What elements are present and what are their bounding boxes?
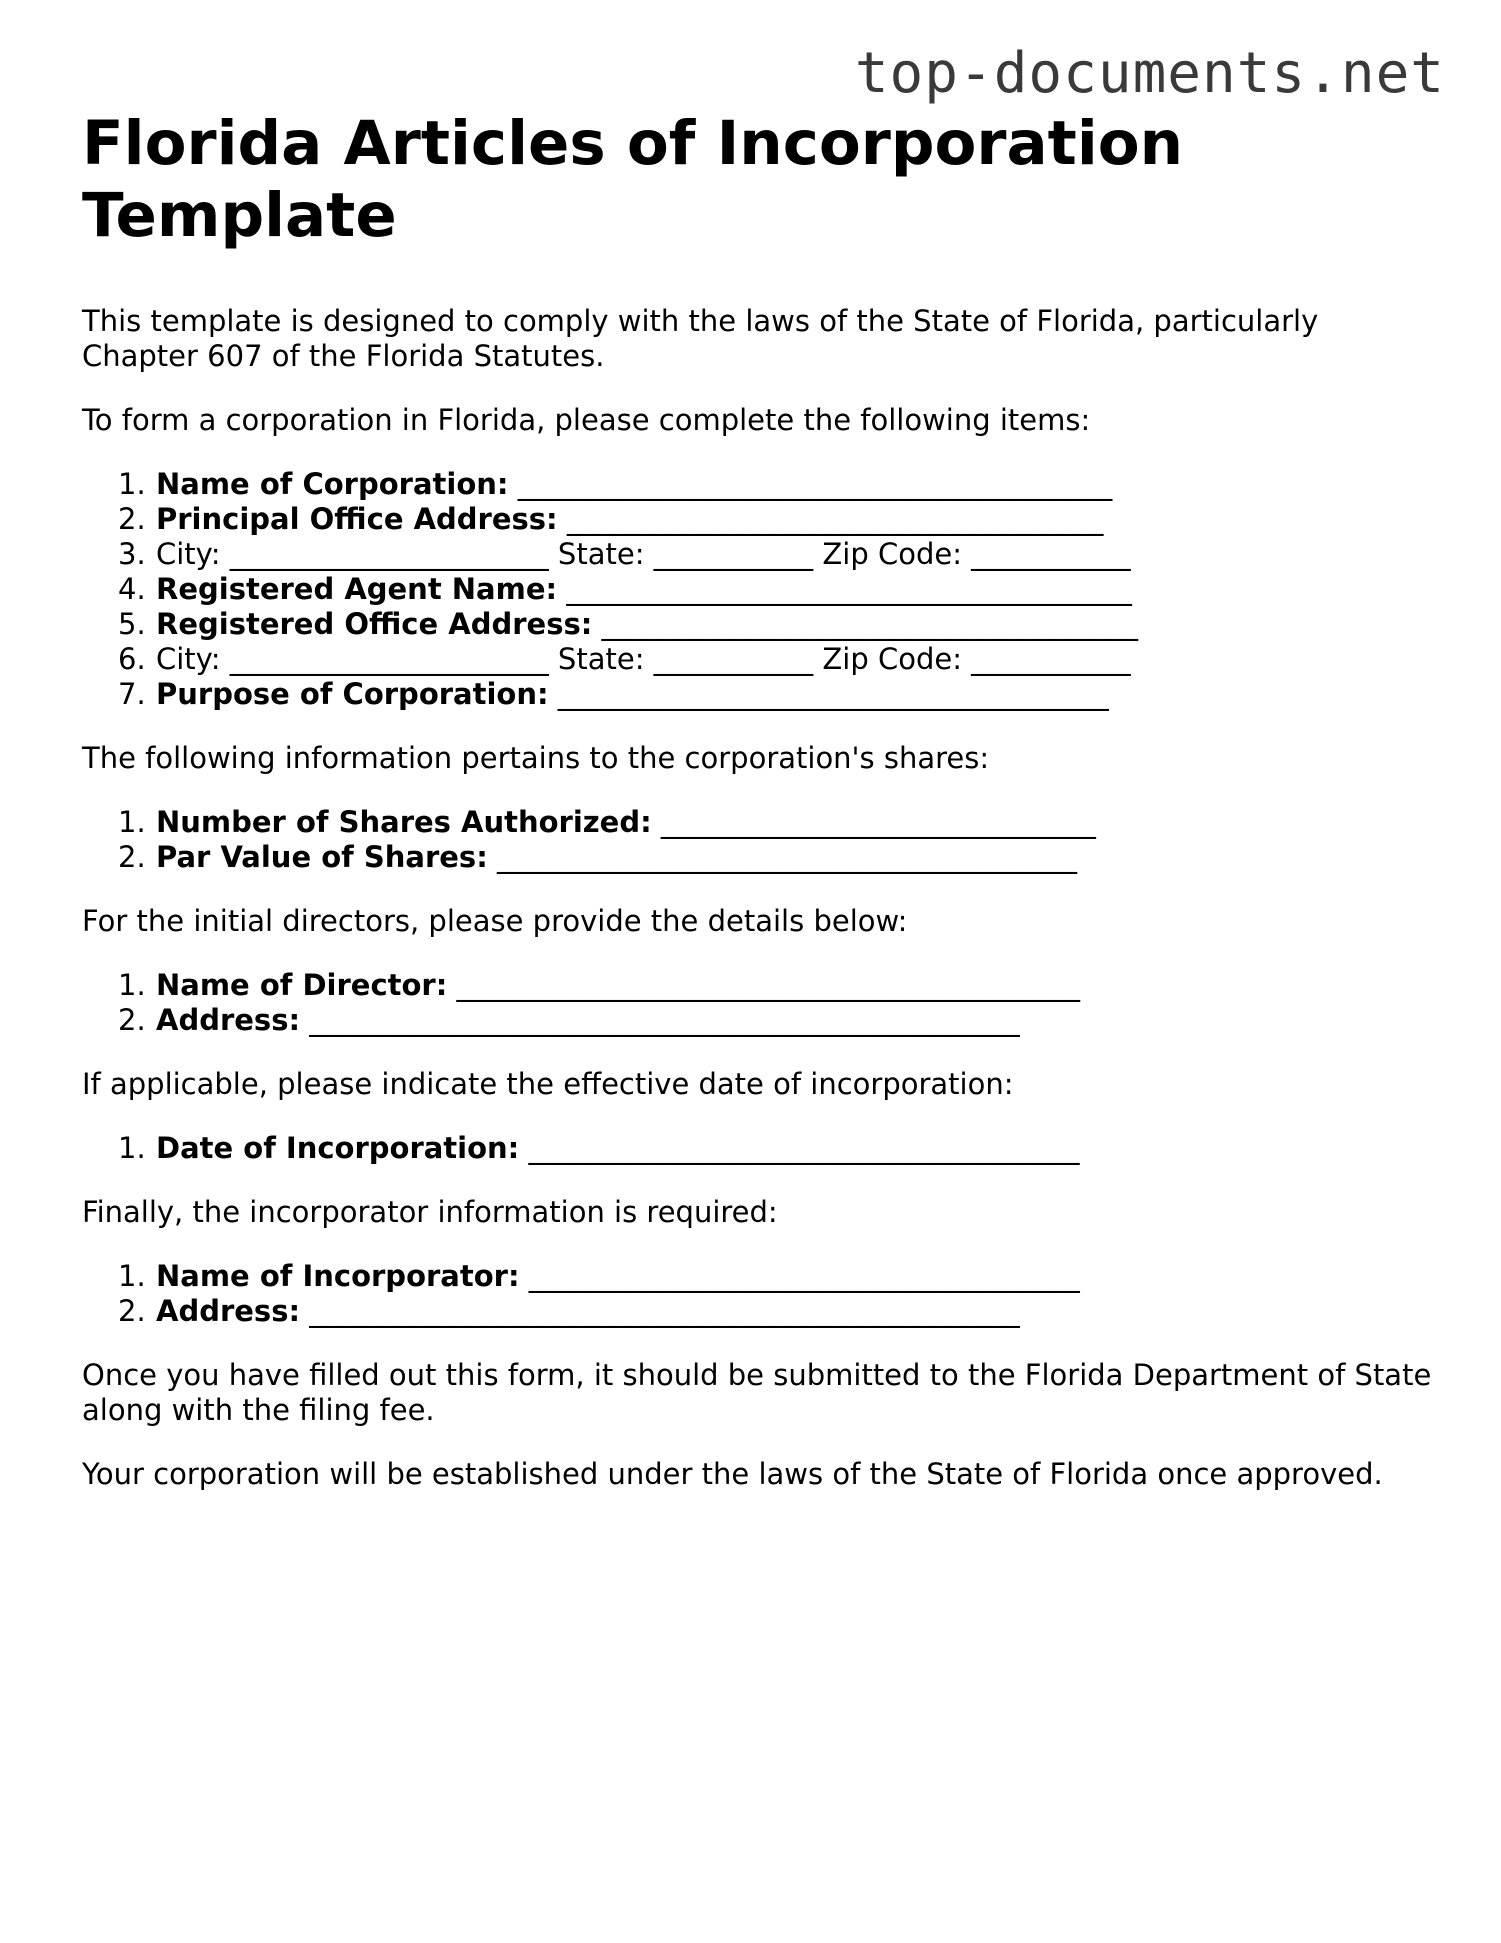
section-shares-lead: The following information pertains to the corporation's shares: — [82, 741, 990, 775]
closing-paragraph-approval: Your corporation will be established under the laws of the State of Florida once approved. — [82, 1457, 1383, 1491]
principal-office-address-field[interactable]: _____________________________________ — [557, 502, 1104, 536]
date-of-incorporation-field[interactable]: ______________________________________ — [519, 1131, 1080, 1165]
list-item: 7. Purpose of Corporation: ______________________________________ — [118, 677, 1109, 711]
par-value-label: Par Value of Shares: — [156, 840, 488, 874]
list-item: 2. Principal Office Address: _____________________________________ — [118, 502, 1104, 536]
principal-city-state-zip-field[interactable]: City: ______________________ State: ___________ Zip Code: ___________ — [156, 537, 1131, 571]
corporation-fields-list — [82, 467, 1442, 712]
directors-fields-list — [82, 968, 1442, 1038]
list-item: 6. City: ______________________ State: ___________ Zip Code: ___________ — [118, 642, 1131, 676]
list-item: 2. Address: _________________________________________________ — [118, 1003, 1020, 1037]
par-value-field[interactable]: ________________________________________ — [487, 840, 1078, 874]
purpose-of-corporation-label: Purpose of Corporation: — [156, 677, 549, 711]
section-effective-date-lead: If applicable, please indicate the effective date of incorporation: — [82, 1067, 1014, 1101]
director-address-label: Address: — [156, 1003, 301, 1037]
registered-agent-name-field[interactable]: _______________________________________ — [557, 572, 1132, 606]
document-body — [82, 108, 1442, 1492]
list-item: 1. Number of Shares Authorized: ______________________________ — [118, 805, 1096, 839]
registered-office-address-label: Registered Office Address: — [156, 607, 593, 641]
watermark: top-documents.net — [854, 41, 1445, 106]
list-item: 2. Par Value of Shares: ________________________________________ — [118, 840, 1078, 874]
registered-city-state-zip-field[interactable]: City: ______________________ State: ___________ Zip Code: ___________ — [156, 642, 1131, 676]
incorporator-name-label: Name of Incorporator: — [156, 1259, 520, 1293]
principal-office-address-label: Principal Office Address: — [156, 502, 558, 536]
registered-office-address-field[interactable]: _____________________________________ — [592, 607, 1139, 641]
effective-date-fields-list — [82, 1131, 1442, 1166]
section-directors-lead: For the initial directors, please provide the details below: — [82, 904, 908, 938]
shares-fields-list — [82, 805, 1442, 875]
director-name-field[interactable]: ___________________________________________ — [447, 968, 1081, 1002]
registered-agent-name-label: Registered Agent Name: — [156, 572, 558, 606]
list-item: 5. Registered Office Address: _____________________________________ — [118, 607, 1139, 641]
intro-paragraph: This template is designed to comply with the laws of the State of Florida, particularly Chapter 607 of the Florida Statutes. — [82, 304, 1319, 373]
section-incorporator-lead: Finally, the incorporator information is required: — [82, 1195, 778, 1229]
director-address-field[interactable]: _________________________________________________ — [300, 1003, 1020, 1037]
list-item: 1. Name of Director: ___________________________________________ — [118, 968, 1081, 1002]
incorporator-fields-list — [82, 1259, 1442, 1329]
list-item: 1. Name of Incorporator: ______________________________________ — [118, 1259, 1080, 1293]
name-of-corporation-field[interactable]: _________________________________________ — [508, 467, 1113, 501]
closing-paragraph-submission: Once you have filled out this form, it should be submitted to the Florida Department of State along with the filing fee. — [82, 1358, 1432, 1427]
director-name-label: Name of Director: — [156, 968, 448, 1002]
incorporator-address-field[interactable]: _________________________________________________ — [300, 1294, 1020, 1328]
shares-authorized-field[interactable]: ______________________________ — [651, 805, 1096, 839]
name-of-corporation-label: Name of Corporation: — [156, 467, 509, 501]
incorporator-address-label: Address: — [156, 1294, 301, 1328]
date-of-incorporation-label: Date of Incorporation: — [156, 1131, 520, 1165]
list-item: 3. City: ______________________ State: ___________ Zip Code: ___________ — [118, 537, 1131, 571]
list-item: 4. Registered Agent Name: _______________________________________ — [118, 572, 1132, 606]
section-corporation-lead: To form a corporation in Florida, please complete the following items: — [82, 403, 1091, 437]
shares-authorized-label: Number of Shares Authorized: — [156, 805, 652, 839]
list-item: 2. Address: _________________________________________________ — [118, 1294, 1020, 1328]
list-item: 1. Name of Corporation: _________________________________________ — [118, 467, 1113, 501]
list-item: 1. Date of Incorporation: ______________________________________ — [118, 1131, 1080, 1165]
purpose-of-corporation-field[interactable]: ______________________________________ — [548, 677, 1109, 711]
incorporator-name-field[interactable]: ______________________________________ — [519, 1259, 1080, 1293]
document-title: Florida Articles of Incorporation Template — [82, 108, 1184, 251]
